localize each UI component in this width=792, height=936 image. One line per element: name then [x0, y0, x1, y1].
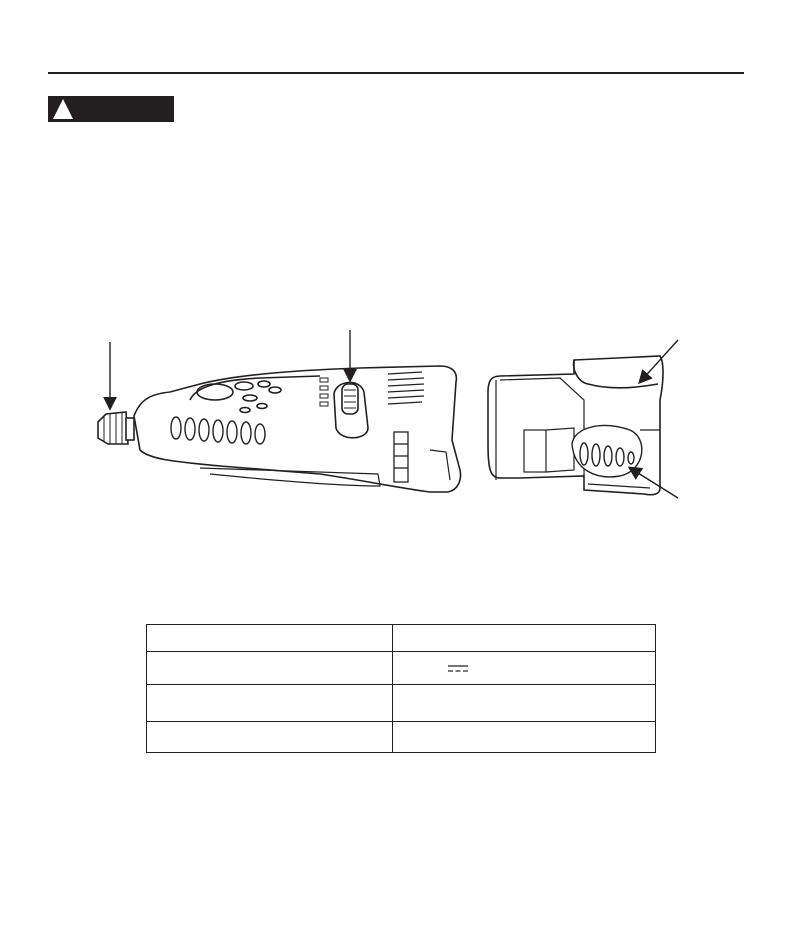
warning-triangle-icon — [52, 98, 74, 120]
spec-label — [147, 685, 393, 722]
rotary-tool — [98, 366, 461, 492]
spec-label — [147, 625, 393, 652]
table-row — [147, 722, 656, 753]
spec-label — [147, 722, 393, 753]
dc-current-symbol-icon — [447, 664, 469, 674]
warning-banner — [48, 96, 174, 122]
tool-illustration — [0, 320, 792, 520]
collet-nut — [98, 412, 134, 444]
spec-value — [393, 722, 656, 753]
spec-value-cell — [393, 652, 656, 685]
spec-label — [147, 652, 393, 685]
battery-pack — [488, 356, 663, 495]
specifications-table — [146, 624, 656, 753]
table-row — [147, 652, 656, 685]
spec-value — [393, 625, 656, 652]
table-row — [147, 625, 656, 652]
spec-value — [393, 685, 656, 722]
table-row — [147, 685, 656, 722]
top-rule — [48, 72, 744, 74]
